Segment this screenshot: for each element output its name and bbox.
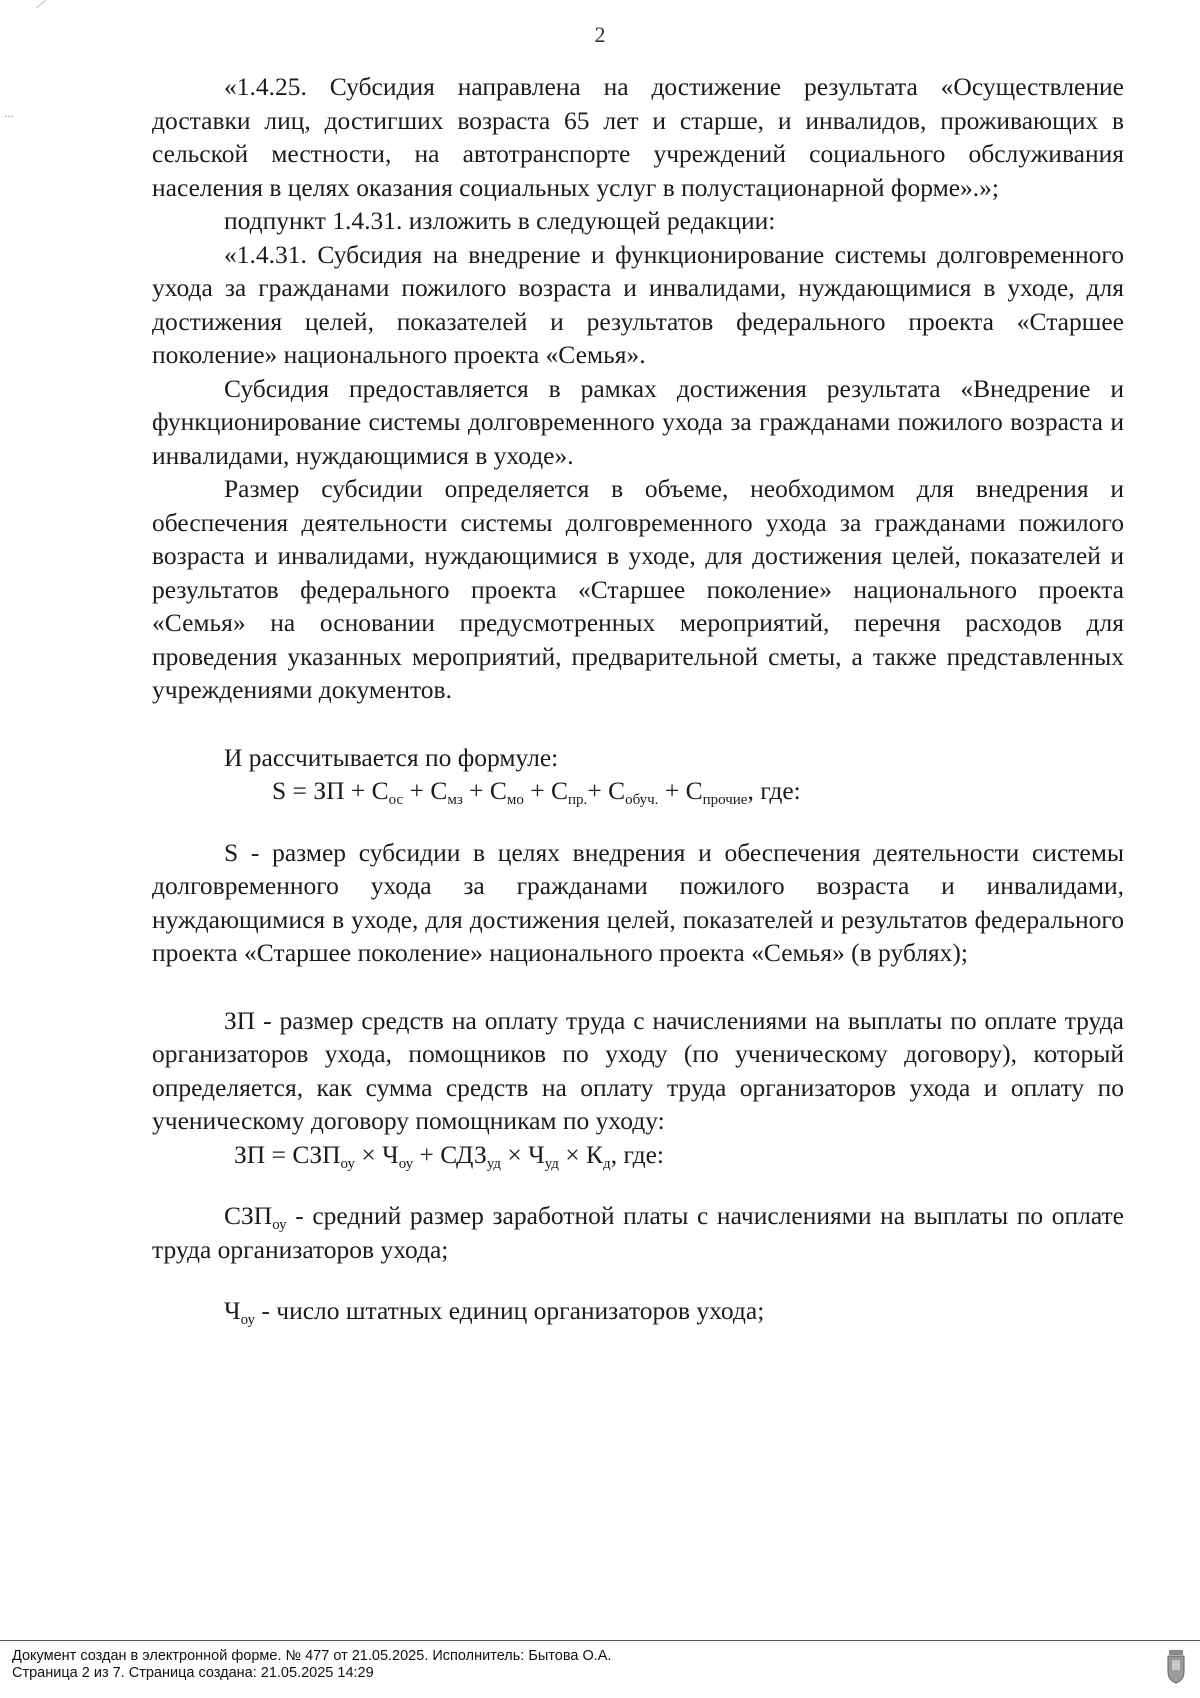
formula-subscript: д xyxy=(603,1155,611,1172)
paragraph-1-4-25: «1.4.25. Субсидия направлена на достижение результата «Осуществление доставки лиц, достигших возраста 65 лет и старше, и инвалидов, проживающих в сельской местности, на автотранспорте учреждений социального обслуживания населения в целях оказания социальных услуг в полустационарной форме».»; xyxy=(152,72,1124,202)
paragraph-zp-definition: ЗП - размер средств на оплату труда с начислениями на выплаты по оплате труда организаторов ухода, помощников по уходу (по ученическому договору), который определяется, как сумма средств на оплату труда организаторов ухода и оплату по ученическому договору помощникам по уходу: xyxy=(152,1005,1124,1135)
footer-page-info: Страница 2 из 7. Страница создана: 21.05.2025 14:29 xyxy=(12,1665,374,1681)
formula-term: + С xyxy=(587,776,626,805)
formula-term: S = ЗП + С xyxy=(272,776,389,805)
variable-description: - число штатных единиц организаторов ухода; xyxy=(255,1296,765,1325)
paragraph-amendment-intro: подпункт 1.4.31. изложить в следующей редакции: xyxy=(224,206,776,235)
formula-term: + С xyxy=(523,776,569,805)
formula-subscript: оу xyxy=(340,1155,355,1172)
footer-document-info: Документ создан в электронной форме. № 477 от 21.05.2025. Исполнитель: Бытова О.А. xyxy=(12,1648,612,1664)
formula-term: × Ч xyxy=(501,1139,545,1169)
paragraph-ch-definition xyxy=(152,1294,1124,1328)
formula-subscript: ос xyxy=(388,792,404,808)
scan-corner-mark xyxy=(36,0,48,8)
variable-subscript: оу xyxy=(272,1217,287,1233)
formula-tail: , где: xyxy=(610,1139,665,1169)
variable-description: - средний размер заработной платы с начислениями на выплаты по оплате труда организаторов ухода; xyxy=(152,1201,1124,1264)
formula-subscript: мо xyxy=(506,792,524,808)
paragraph-1-4-31: «1.4.31. Субсидия на внедрение и функционирование системы долговременного ухода за гражданами пожилого возраста и инвалидами, нуждающимися в уходе, для достижения целей, показателей и результатов федерального проекта «Старшее поколение» национального проекта «Семья». xyxy=(152,239,1124,369)
formula-subscript: оу xyxy=(398,1155,414,1172)
formula-term: + СДЗ xyxy=(413,1139,487,1169)
formula-term: ЗП = СЗП xyxy=(234,1139,341,1169)
formula-term: + С xyxy=(658,776,703,805)
variable-subscript: оу xyxy=(240,1312,256,1328)
variable-name: Ч xyxy=(224,1296,241,1325)
formula-subscript: уд xyxy=(544,1155,559,1172)
coat-of-arms-icon xyxy=(1166,1648,1186,1684)
formula-subscript: обуч. xyxy=(625,792,659,808)
document-body xyxy=(152,70,1124,1328)
scan-edge-dots: ··· xyxy=(4,112,14,123)
paragraph-szp-definition xyxy=(152,1199,1124,1266)
formula-subscript: пр. xyxy=(568,792,588,808)
formula-zp xyxy=(152,1138,1124,1172)
document-footer xyxy=(0,1640,1200,1698)
paragraph-subsidy-size: Размер субсидии определяется в объеме, необходимом для внедрения и обеспечения деятельности системы долговременного ухода за гражданами пожилого возраста и инвалидами, нуждающимися в уходе, для достижения целей, показателей и результатов федерального проекта «Старшее поколение» национального проекта «Семья» на основании предусмотренных мероприятий, перечня расходов для проведения указанных мероприятий, предварительной сметы, а также представленных учреждениями документов. xyxy=(152,474,1124,704)
formula-subscript: уд xyxy=(486,1155,501,1172)
formula-term: + С xyxy=(403,776,448,805)
formula-subsidy xyxy=(152,774,1124,808)
formula-term: + С xyxy=(462,776,507,805)
formula-subscript: мз xyxy=(447,792,463,808)
variable-name: СЗП xyxy=(224,1201,273,1230)
page-number: 2 xyxy=(594,22,606,47)
paragraph-s-definition: S - размер субсидии в целях внедрения и обеспечения деятельности системы долговременного ухода за гражданами пожилого возраста и инвалидами, нуждающимися в уходе, для достижения целей, показателей и результатов федерального проекта «Старшее поколение» национального проекта «Семья» (в рублях); xyxy=(152,837,1124,967)
paragraph-subsidy-result: Субсидия предоставляется в рамках достижения результата «Внедрение и функционирование системы долговременного ухода за гражданами пожилого возраста и инвалидами, нуждающимися в уходе». xyxy=(152,373,1124,470)
formula-term: × К xyxy=(558,1139,604,1169)
formula-subscript: прочие xyxy=(702,792,748,808)
formula-term: × Ч xyxy=(354,1139,399,1169)
paragraph-formula-intro: И рассчитывается по формуле: xyxy=(224,742,559,772)
formula-tail: , где: xyxy=(747,776,801,805)
